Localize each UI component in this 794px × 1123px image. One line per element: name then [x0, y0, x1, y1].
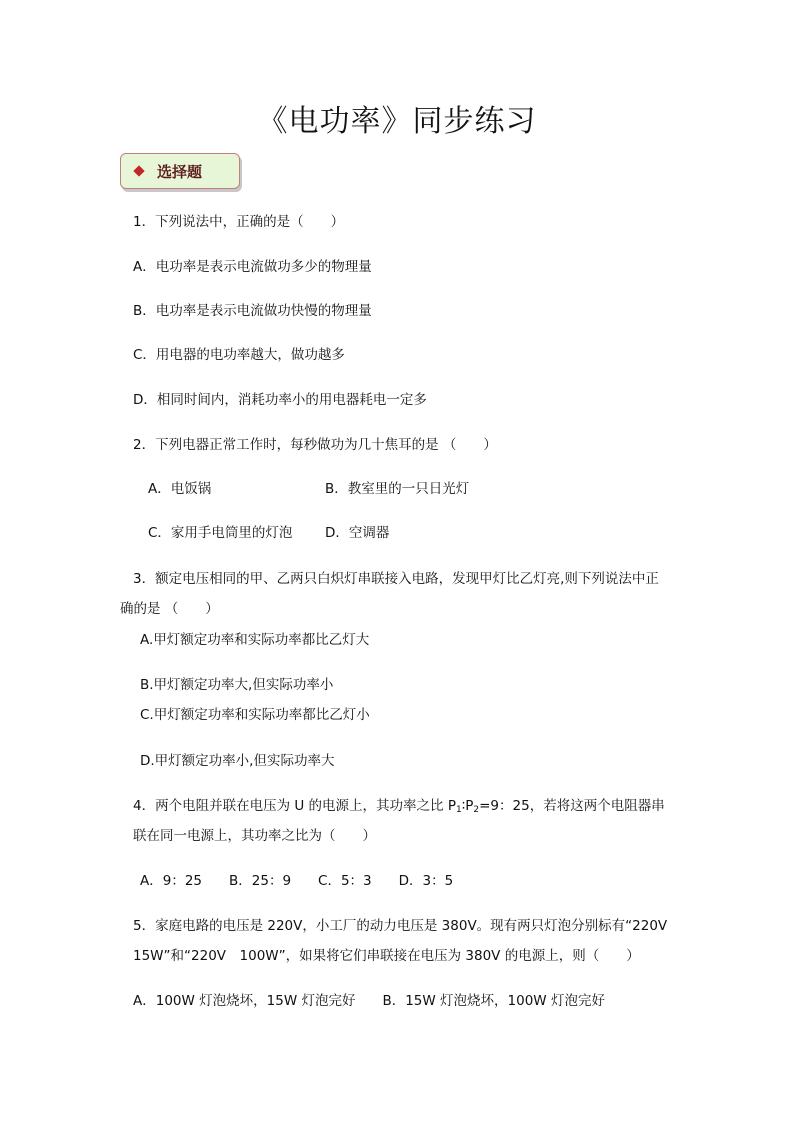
- q2-option-d: D．空调器: [325, 525, 390, 541]
- q5-options: A．100W 灯泡烧坏，15W 灯泡完好 B．15W 灯泡烧坏，100W 灯泡完好: [133, 993, 605, 1009]
- q3-option-b: B.甲灯额定功率大,但实际功率小: [140, 677, 334, 693]
- q2-option-b: B．教室里的一只日光灯: [325, 481, 470, 497]
- q2-stem: 2．下列电器正常工作时，每秒做功为几十焦耳的是 （ ）: [133, 437, 497, 453]
- q2-option-c: C．家用手电筒里的灯泡: [148, 525, 293, 541]
- q5-stem-line2: 15W”和“220V 100W”，如果将它们串联接在电压为 380V 的电源上，则（ ）: [133, 948, 640, 964]
- q3-option-d: D.甲灯额定功率小,但实际功率大: [140, 753, 335, 769]
- q3-option-a: A.甲灯额定功率和实际功率都比乙灯大: [140, 632, 370, 648]
- q4-stem-post: =9：25，若将这两个电阻器串: [479, 798, 665, 814]
- q2-option-a: A．电饭锅: [148, 481, 212, 497]
- q4-colon: ∶P: [461, 798, 474, 814]
- q4-sub-2: 2: [473, 805, 480, 815]
- section-label: 选择题: [157, 162, 203, 181]
- q3-stem-line2: 确的是 （ ）: [120, 601, 219, 617]
- q3-option-c: C.甲灯额定功率和实际功率都比乙灯小: [140, 707, 370, 723]
- q1-option-c: C．用电器的电功率越大，做功越多: [133, 347, 345, 363]
- q1-option-d: D．相同时间内，消耗功率小的用电器耗电一定多: [133, 392, 427, 408]
- section-tag: [120, 153, 240, 189]
- page-title: 《电功率》同步练习: [257, 104, 537, 139]
- q4-stem-line1: [133, 797, 665, 819]
- q1-stem: 1．下列说法中，正确的是（ ）: [133, 214, 345, 230]
- q4-options: A．9：25 B．25：9 C．5：3 D．3：5: [140, 873, 454, 889]
- q1-option-b: B．电功率是表示电流做功快慢的物理量: [133, 303, 372, 319]
- q4-stem-pre: 4．两个电阻并联在电压为 U 的电源上，其功率之比 P: [133, 798, 456, 814]
- q4-sub-1: 1: [455, 805, 462, 815]
- diamond-bullet-icon: [133, 165, 144, 176]
- q4-stem-line2: 联在同一电源上，其功率之比为（ ）: [133, 828, 376, 844]
- q3-stem-line1: 3．额定电压相同的甲、乙两只白炽灯串联接入电路，发现甲灯比乙灯亮,则下列说法中正: [133, 571, 659, 587]
- q1-option-a: A．电功率是表示电流做功多少的物理量: [133, 259, 372, 275]
- q5-stem-line1: 5．家庭电路的电压是 220V，小工厂的动力电压是 380V。现有两只灯泡分别标有“220V: [133, 918, 668, 934]
